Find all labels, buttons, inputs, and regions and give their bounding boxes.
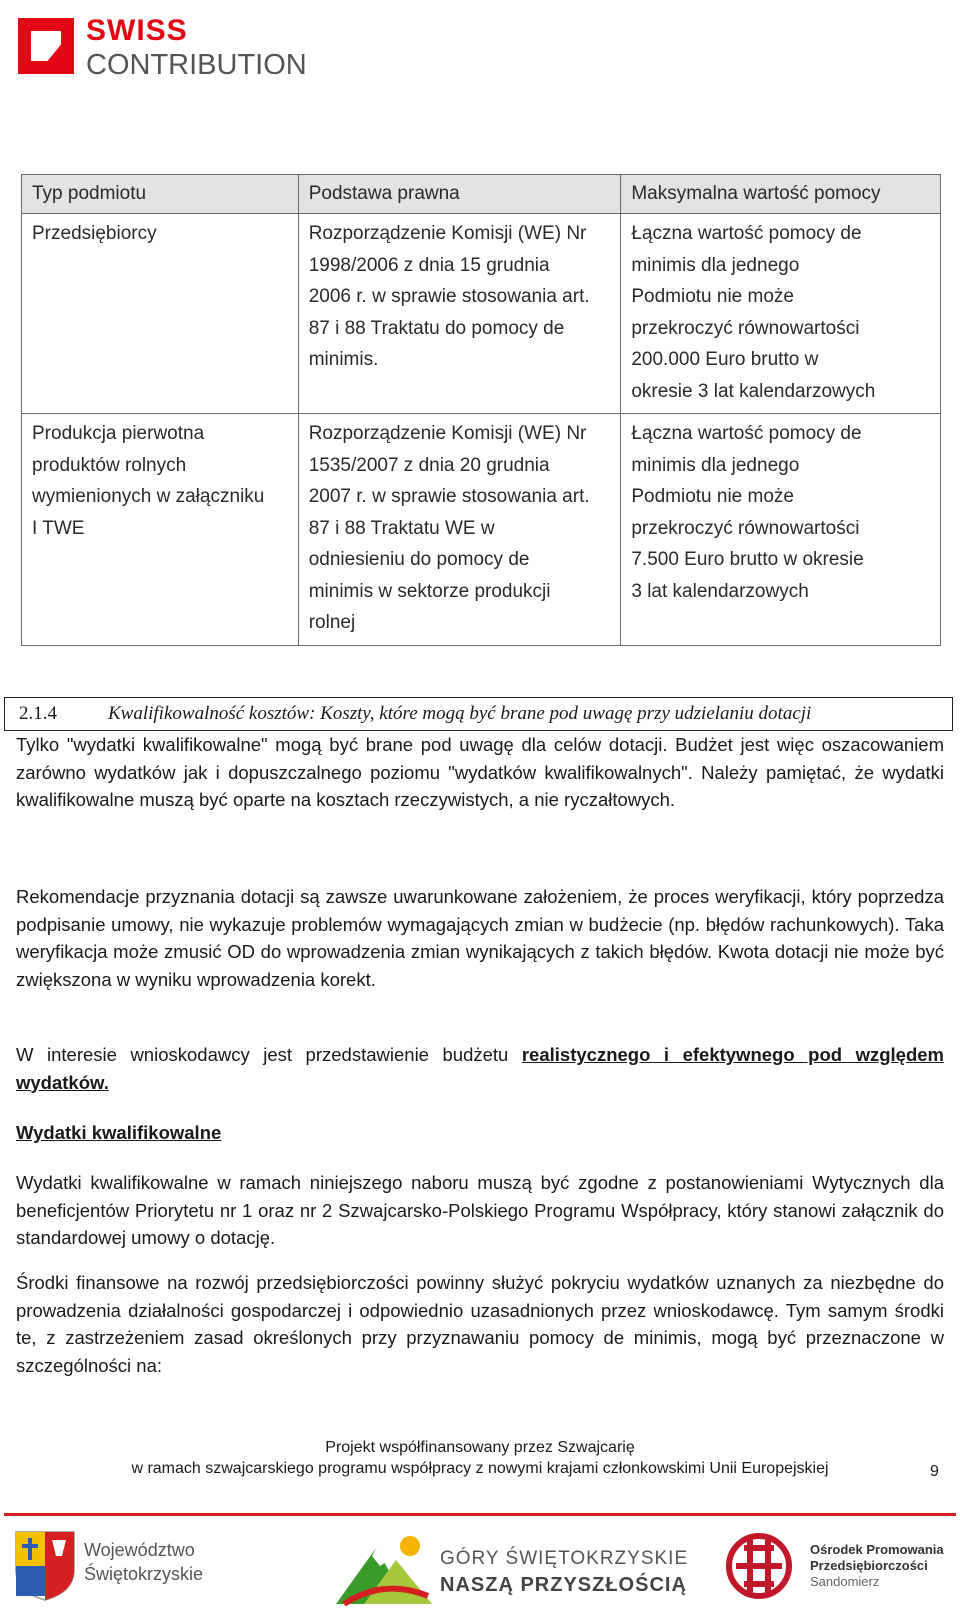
voivodeship-crest-icon [14,1526,76,1606]
swietokrzyskie-mountains-logo-icon [336,1526,436,1606]
emphasis-realistic-budget: realistycznego i efektywnego pod względem wydatków. [16,1044,944,1093]
cell-max-value: Łączna wartość pomocy de minimis dla jednego Podmiotu nie może przekroczyć równowartości 200.000 Euro brutto w okresie 3 lat kalendarzowych [621,214,941,414]
cell-legal-basis: Rozporządzenie Komisji (WE) Nr 1535/2007 z dnia 20 grudnia 2007 r. w sprawie stosowania art. 87 i 88 Traktatu WE w odniesieniu do pomocy de minimis w sektorze produkcji rolnej [298,414,621,646]
header-entity-type: Typ podmiotu [22,175,299,214]
paragraph-financial-resources: Środki finansowe na rozwój przedsiębiorczości powinny służyć pokryciu wydatków uznanych za niezbędne do prowadzenia działalności gospodarczej i odpowiednio uzasadnionych przez wnioskodawcę. Tym samym środki te, z zastrzeżeniem zasad określonych przy przyznawaniu pomocy de minimis, mogą być przeznaczone w szczególności na: [16,1272,944,1376]
header-legal-basis: Podstawa prawna [298,175,621,214]
logo-text-swiss: SWISS [86,14,188,47]
table-header-row [22,175,941,214]
de-minimis-table [21,174,941,646]
paragraph-eligible-expenses: Wydatki kwalifikowalne w ramach niniejszego naboru muszą być zgodne z postanowieniami Wytycznych dla beneficjentów Priorytetu nr 1 oraz nr 2 Szwajcarsko-Polskiego Programu Współpracy, który stanowi załącznik do standardowej umowy o dotację. [16,1172,944,1248]
swiss-logo-mark-icon [18,18,74,74]
cell-max-value: Łączna wartość pomocy de minimis dla jednego Podmiotu nie może przekroczyć równowartości 7.500 Euro brutto w okresie 3 lat kalendarzowych [621,414,941,646]
footer-programme: w ramach szwajcarskiego programu współpracy z nowymi krajami członkowskimi Unii Europejskiej [131,1460,829,1477]
paragraph-recommendations: Rekomendacje przyznania dotacji są zawsze uwarunkowane założeniem, że proces weryfikacji, który poprzedza podpisanie umowy, nie wykazuje problemów wymagających zmian w budżecie (np. błędów rachunkowych). Taka weryfikacja może zmusić OD do wprowadzenia zmian wynikających z takich błędów. Kwota dotacji nie może być zwiększona w wyniku wprowadzenia korekt. [16,886,944,990]
cell-entity-type: Produkcja pierwotna produktów rolnych wymienionych w załączniku I TWE [22,414,299,646]
table-row [22,414,941,646]
voivodeship-name: Województwo Świętokrzyskie [84,1540,204,1584]
mountains-slogan-line2: NASZĄ PRZYSZŁOŚCIĄ [440,1574,687,1596]
table-row [22,214,941,414]
opp-name: Ośrodek Promowania Przedsiębiorczości Sandomierz [810,1542,944,1589]
section-heading [4,697,953,731]
footer-divider [4,1513,956,1516]
cell-entity-type: Przedsiębiorcy [22,214,299,414]
header-max-value: Maksymalna wartość pomocy [621,175,941,214]
paragraph-eligible-costs: Tylko "wydatki kwalifikowalne" mogą być brane pod uwagę dla celów dotacji. Budżet jest więc oszacowaniem zarówno wydatków jak i dopuszczalnego poziomu "wydatków kwalifikowalnych". Należy pamiętać, że wydatki kwalifikowalne muszą być oparte na kosztach rzeczywistych, a nie ryczałtowych. [16,734,944,810]
subheading-eligible-expenses: Wydatki kwalifikowalne [16,1122,222,1143]
section-number: 2.1.4 [19,703,57,724]
page-number: 9 [930,1463,939,1480]
cell-legal-basis: Rozporządzenie Komisji (WE) Nr 1998/2006 z dnia 15 grudnia 2006 r. w sprawie stosowania art. 87 i 88 Traktatu do pomocy de minimis. [298,214,621,414]
logo-text-contribution: CONTRIBUTION [86,49,307,81]
mountains-slogan-line1: GÓRY ŚWIĘTOKRZYSKIE [440,1548,689,1569]
paragraph-realistic-budget: W interesie wnioskodawcy jest przedstawienie budżetu realistycznego i efektywnego pod względem wydatków. [16,1044,944,1093]
section-title: Kwalifikowalność kosztów: Koszty, które mogą być brane pod uwagę przy udzielaniu dotacji [108,703,812,724]
opp-sandomierz-logo-icon [716,1526,802,1606]
footer-cofinanced: Projekt współfinansowany przez Szwajcarię [325,1439,635,1456]
